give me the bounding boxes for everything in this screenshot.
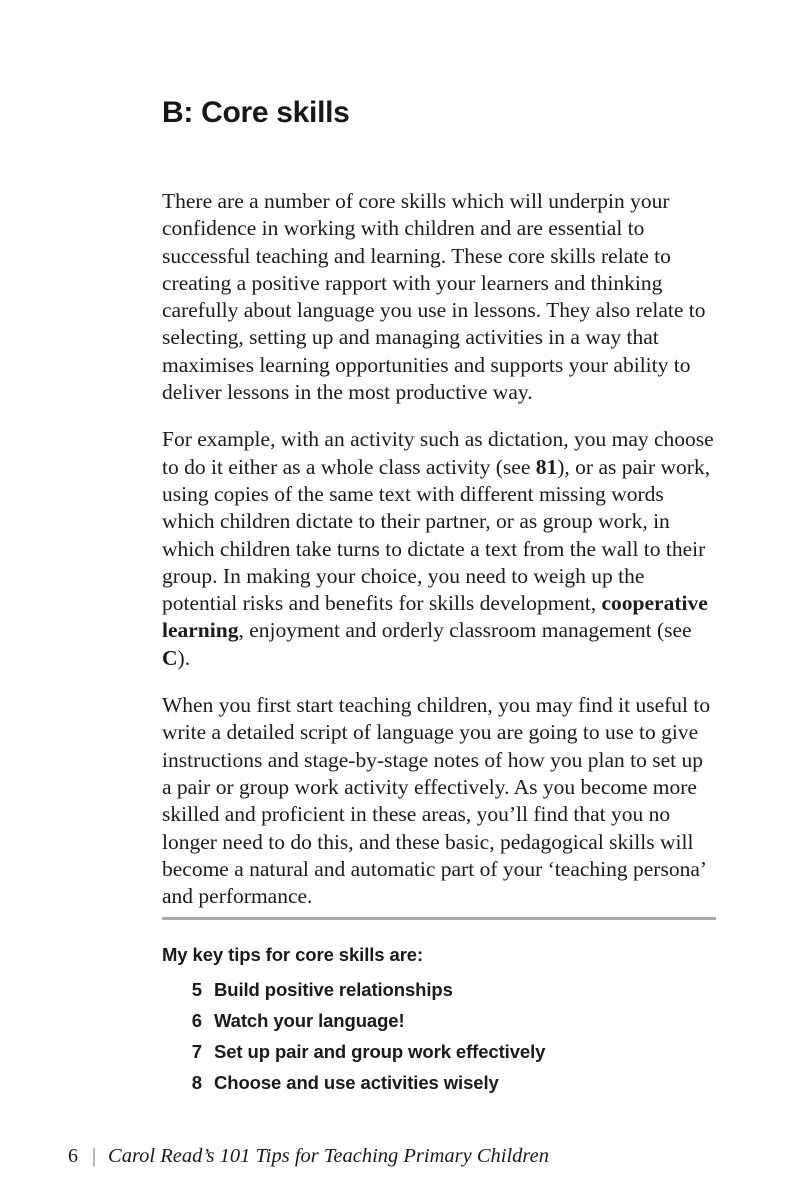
tip-number: 8 [191,1072,202,1093]
key-tips-heading: My key tips for core skills are: [162,944,424,965]
footer-book-title: Carol Read’s 101 Tips for Teaching Primary Children [108,1145,549,1167]
list-item [162,1072,722,1094]
paragraph-2-bold-term-cooperative-learning: cooperative learning [162,591,708,643]
tip-label: Watch your language! [214,1010,405,1031]
section-divider [162,917,716,920]
paragraph-2-bold-reference-81: 81 [535,454,558,479]
key-tips-section [162,944,722,1103]
paragraph-3: When you first start teaching children, you may find it useful to write a detailed script of language you are going to use to give instructions and stage-by-stage notes of how you plan to set up a pair or group work activity effectively. As you become more skilled and proficient in these areas, you’ll find that you no longer need to do this, and these basic, pedagogical skills will become a natural and automatic part of your ‘teaching persona’ and performance. [162,693,711,909]
tip-label: Choose and use activities wisely [214,1072,499,1093]
list-item [162,1041,722,1063]
footer-separator: | [92,1145,97,1167]
footer-page-number: 6 [68,1145,78,1167]
tip-number: 5 [191,979,202,1000]
paragraph-2-text-part-3: , enjoyment and orderly classroom management (see [238,618,692,643]
page-footer [68,1145,728,1168]
tip-label: Build positive relationships [214,979,453,1000]
paragraph-2-text-part-1: For example, with an activity such as dictation, you may choose to do it either as a whole class activity (see [162,427,714,479]
paragraph-2-text-part-4: ). [177,645,191,670]
paragraph-2 [162,426,715,672]
list-item [162,1010,722,1032]
tip-number: 7 [191,1041,202,1062]
page-title: B: Core skills [162,96,350,129]
paragraph-2-text-part-2: ), or as pair work, using copies of the same text with different missing words which children dictate to their partner, or as group work, in which children take turns to dictate a text from the wall to their group. In making your choice, you need to weigh up the potential risks and benefits for skills development, [162,454,711,616]
paragraph-1: There are a number of core skills which will underpin your confidence in working with children and are essential to successful teaching and learning. These core skills relate to creating a positive rapport with your learners and thinking carefully about language you use in lessons. They also relate to selecting, setting up and managing activities in a way that maximises learning opportunities and supports your ability to deliver lessons in the most productive way. [162,189,706,405]
tip-number: 6 [191,1010,202,1031]
page-content [162,96,715,910]
tip-label: Set up pair and group work effectively [214,1041,546,1062]
paragraph-2-bold-reference-c: C [162,645,178,670]
list-item [162,979,722,1001]
